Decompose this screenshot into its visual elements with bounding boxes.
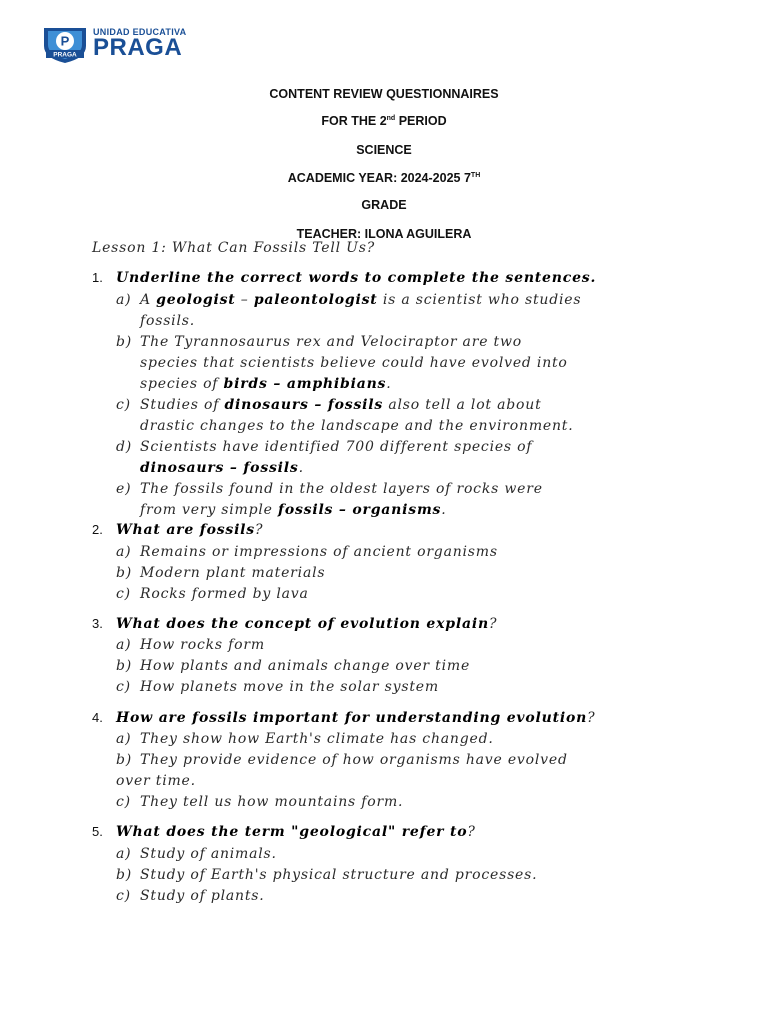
teacher-heading: TEACHER: ILONA AGUILERA: [296, 227, 472, 241]
q1-option-e: e) The fossils found in the oldest layers of rocks were: [116, 481, 543, 497]
period-heading: FOR THE 2nd PERIOD: [321, 114, 447, 128]
question-1: 1. Underline the correct words to complete the sentences.: [92, 270, 597, 286]
school-subtitle: UNIDAD EDUCATIVA: [93, 27, 187, 37]
q2-option-c: c) Rocks formed by lava: [116, 586, 309, 602]
grade-heading: GRADE: [361, 198, 407, 212]
q1-option-e-continuation: from very simple fossils – organisms.: [140, 502, 447, 518]
subject-heading: SCIENCE: [356, 143, 412, 157]
q1-option-c-continuation: drastic changes to the landscape and the environment.: [140, 418, 574, 434]
q5-option-b: b) Study of Earth's physical structure and processes.: [116, 867, 538, 883]
question-2: 2. What are fossils?: [92, 522, 264, 538]
shield-logo-icon: [40, 24, 90, 64]
svg-text:P: P: [60, 33, 70, 49]
q5-option-c: c) Study of plants.: [116, 888, 265, 904]
shield-text: PRAGA: [53, 51, 77, 59]
q1-option-b-line3: species of birds – amphibians.: [140, 376, 392, 392]
q4-option-b: b) They provide evidence of how organisms have evolved: [116, 752, 568, 768]
q1-option-b: b) The Tyrannosaurus rex and Velociraptor are two: [116, 334, 522, 350]
q2-option-a: a) Remains or impressions of ancient organisms: [116, 544, 498, 560]
q4-option-a: a) They show how Earth's climate has changed.: [116, 731, 494, 747]
q3-option-b: b) How plants and animals change over time: [116, 658, 471, 674]
lesson-title: Lesson 1: What Can Fossils Tell Us?: [92, 240, 376, 256]
q3-option-c: c) How planets move in the solar system: [116, 679, 439, 695]
school-logo: [40, 24, 200, 66]
q1-option-c: c) Studies of dinosaurs – fossils also tell a lot about: [116, 397, 542, 413]
doc-title: CONTENT REVIEW QUESTIONNAIRES: [269, 87, 499, 101]
q3-option-a: a) How rocks form: [116, 637, 265, 653]
question-3: 3. What does the concept of evolution explain?: [92, 616, 498, 632]
q1-option-d-continuation: dinosaurs – fossils.: [140, 460, 304, 476]
q1-option-b-line2: species that scientists believe could have evolved into: [140, 355, 568, 371]
question-5: 5. What does the term "geological" refer to?: [92, 824, 476, 840]
q4-option-b-continuation: over time.: [116, 773, 196, 789]
q1-option-a-continuation: fossils.: [140, 313, 195, 329]
q2-option-b: b) Modern plant materials: [116, 565, 326, 581]
question-4: 4. How are fossils important for understanding evolution?: [92, 710, 596, 726]
q5-option-a: a) Study of animals.: [116, 846, 277, 862]
q1-option-d: d) Scientists have identified 700 different species of: [116, 439, 533, 455]
q1-option-a: a) A geologist – paleontologist is a scientist who studies: [116, 292, 582, 308]
academic-year-heading: ACADEMIC YEAR: 2024-2025 7TH: [287, 171, 481, 185]
school-name: PRAGA: [93, 34, 183, 61]
q4-option-c: c) They tell us how mountains form.: [116, 794, 404, 810]
